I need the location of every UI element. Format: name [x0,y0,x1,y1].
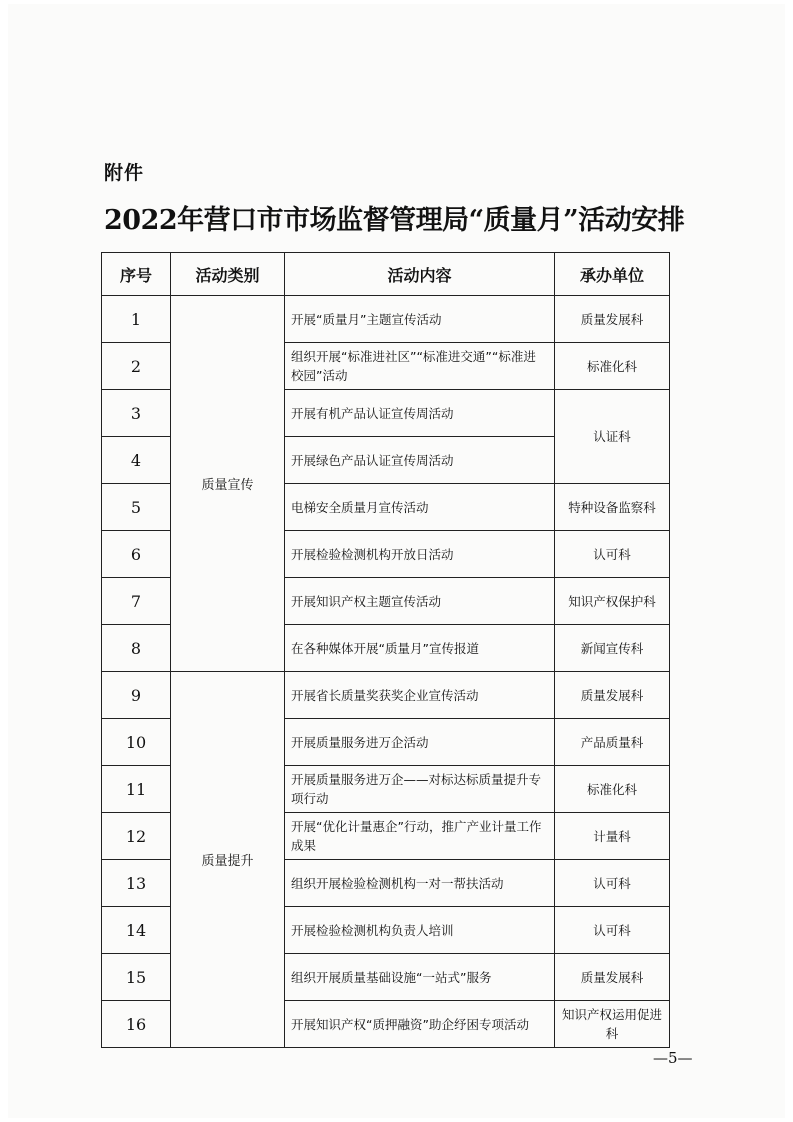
organizer-unit: 认证科 [555,390,670,484]
activity-content: 组织开展“标准进社区”“标准进交通”“标准进校园”活动 [285,343,555,390]
table-header-row [102,253,670,296]
document-title: 2022年营口市市场监督管理局“质量月”活动安排 [104,205,685,236]
row-number: 6 [102,531,171,578]
organizer-unit: 认可科 [555,531,670,578]
organizer-unit: 标准化科 [555,766,670,813]
activity-content: 开展省长质量奖获奖企业宣传活动 [285,672,555,719]
row-number: 5 [102,484,171,531]
organizer-unit: 新闻宣传科 [555,625,670,672]
row-number: 12 [102,813,171,860]
row-number: 3 [102,390,171,437]
page-number: —5— [653,1049,693,1067]
activity-content: 电梯安全质量月宣传活动 [285,484,555,531]
organizer-unit: 特种设备监察科 [555,484,670,531]
row-number: 15 [102,954,171,1001]
activity-content: 开展“优化计量惠企”行动，推广产业计量工作成果 [285,813,555,860]
organizer-unit: 计量科 [555,813,670,860]
column-header-unit: 承办单位 [555,253,670,296]
row-number: 13 [102,860,171,907]
activity-content: 开展检验检测机构负责人培训 [285,907,555,954]
attachment-label: 附件 [104,162,145,184]
table-row [102,296,670,343]
row-number: 4 [102,437,171,484]
row-number: 10 [102,719,171,766]
column-header-number: 序号 [102,253,171,296]
organizer-unit: 知识产权保护科 [555,578,670,625]
activity-table [101,252,670,1048]
organizer-unit: 认可科 [555,907,670,954]
activity-content: 组织开展质量基础设施“一站式”服务 [285,954,555,1001]
row-number: 2 [102,343,171,390]
organizer-unit: 质量发展科 [555,672,670,719]
table-row [102,672,670,719]
row-number: 11 [102,766,171,813]
activity-content: 开展“质量月”主题宣传活动 [285,296,555,343]
activity-content: 开展知识产权“质押融资”助企纾困专项活动 [285,1001,555,1048]
organizer-unit: 质量发展科 [555,954,670,1001]
organizer-unit: 产品质量科 [555,719,670,766]
activity-content: 开展有机产品认证宣传周活动 [285,390,555,437]
column-header-content: 活动内容 [285,253,555,296]
row-number: 1 [102,296,171,343]
row-number: 7 [102,578,171,625]
activity-content: 开展质量服务进万企——对标达标质量提升专项行动 [285,766,555,813]
activity-content: 开展绿色产品认证宣传周活动 [285,437,555,484]
column-header-category: 活动类别 [171,253,285,296]
organizer-unit: 质量发展科 [555,296,670,343]
category-cell: 质量宣传 [171,296,285,672]
row-number: 16 [102,1001,171,1048]
activity-content: 组织开展检验检测机构一对一帮扶活动 [285,860,555,907]
category-cell: 质量提升 [171,672,285,1048]
organizer-unit: 认可科 [555,860,670,907]
activity-content: 在各种媒体开展“质量月”宣传报道 [285,625,555,672]
organizer-unit: 知识产权运用促进科 [555,1001,670,1048]
row-number: 9 [102,672,171,719]
row-number: 14 [102,907,171,954]
organizer-unit: 标准化科 [555,343,670,390]
activity-content: 开展知识产权主题宣传活动 [285,578,555,625]
activity-content: 开展检验检测机构开放日活动 [285,531,555,578]
row-number: 8 [102,625,171,672]
activity-content: 开展质量服务进万企活动 [285,719,555,766]
